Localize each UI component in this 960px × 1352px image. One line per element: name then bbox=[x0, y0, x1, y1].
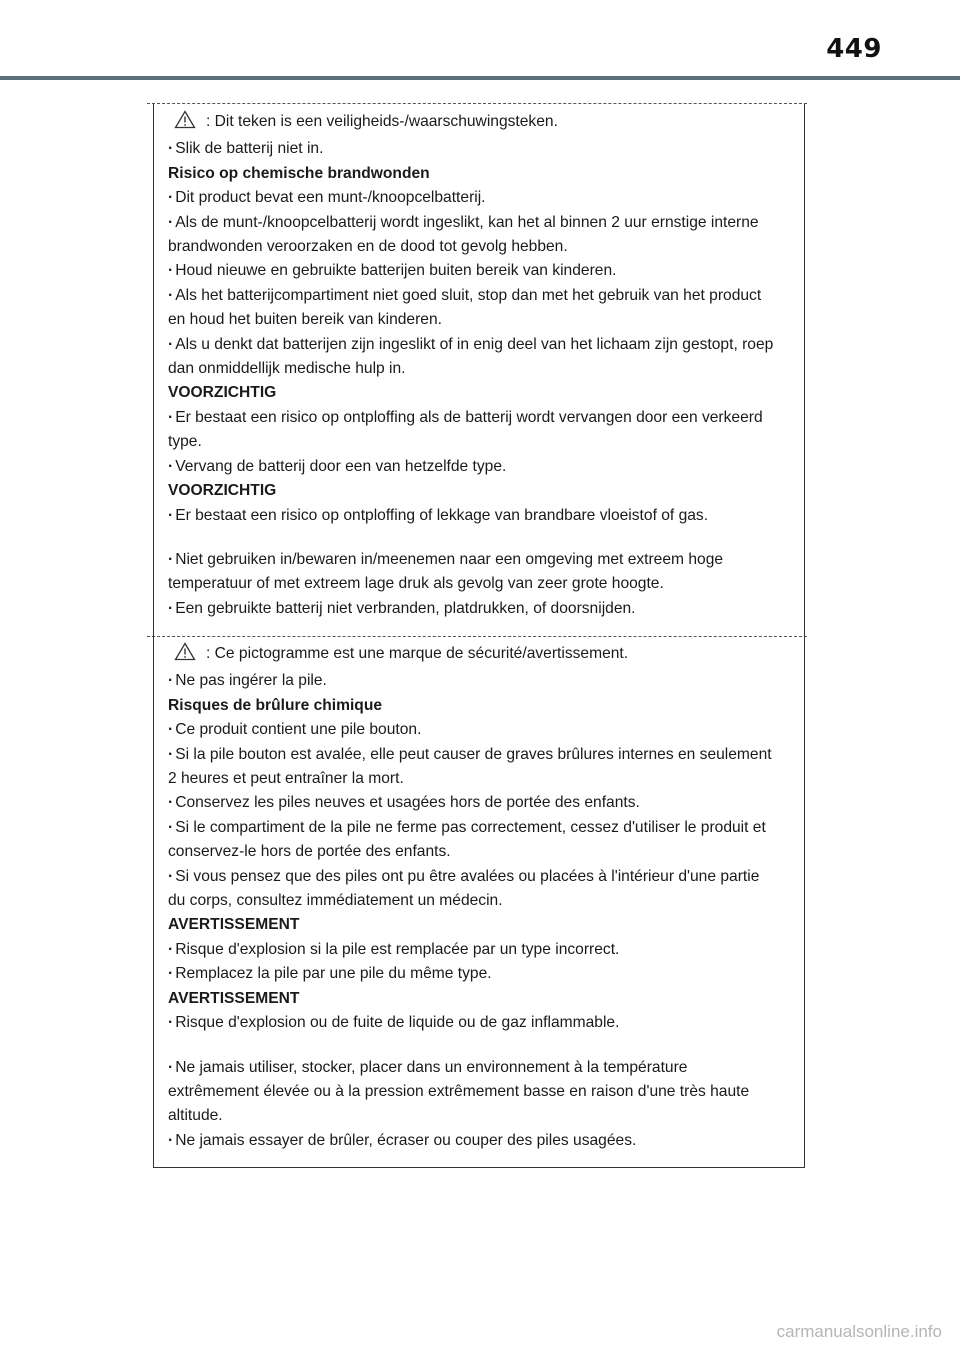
dutch-content bbox=[168, 110, 780, 621]
section-heading: AVERTISSEMENT bbox=[168, 916, 300, 934]
french-warning-sign-line bbox=[168, 642, 780, 669]
page-number: 449 bbox=[826, 34, 882, 64]
section-heading: AVERTISSEMENT bbox=[168, 989, 300, 1007]
bullet-item: · Conservez les piles neuves et usagées hors de portée des enfants. bbox=[168, 791, 780, 815]
french-warning-box bbox=[153, 636, 805, 1168]
bullet-item: · Ne jamais essayer de brûler, écraser ou couper des piles usagées. bbox=[168, 1129, 780, 1153]
bullet-item: · Risque d'explosion ou de fuite de liquide ou de gaz inflammable. bbox=[168, 1011, 780, 1035]
bullet-item: · Ce produit contient une pile bouton. bbox=[168, 718, 780, 742]
bullet-item: · Niet gebruiken in/bewaren in/meenemen naar een omgeving met extreem hoge temperatuur of met extreem lage druk als gevolg van zeer grote hoogte. bbox=[168, 548, 780, 597]
bullet-item: · Remplacez la pile par une pile du même type. bbox=[168, 962, 780, 986]
watermark-footer: carmanualsonline.info bbox=[776, 1322, 942, 1341]
bullet-item: · Als het batterijcompartiment niet goed sluit, stop dan met het gebruik van het product en houd het buiten bereik van kinderen. bbox=[168, 284, 780, 333]
bullet-item: · Houd nieuwe en gebruikte batterijen buiten bereik van kinderen. bbox=[168, 259, 780, 283]
dutch-warning-box bbox=[153, 104, 805, 636]
bullet-item: · Ne pas ingérer la pile. bbox=[168, 669, 780, 693]
bullet-item: · Vervang de batterij door een van hetzelfde type. bbox=[168, 455, 780, 479]
spacer bbox=[168, 528, 780, 548]
bullet-item: · Een gebruikte batterij niet verbranden, platdrukken, of doorsnijden. bbox=[168, 597, 780, 621]
french-content bbox=[168, 642, 780, 1153]
spacer bbox=[168, 1036, 780, 1056]
french-warning-sign-text: : Ce pictogramme est une marque de sécurité/avertissement. bbox=[206, 645, 629, 662]
warning-triangle-icon bbox=[174, 642, 196, 669]
bullet-item: · Si le compartiment de la pile ne ferme pas correctement, cessez d'utiliser le produit et conservez-le hors de portée des enfants. bbox=[168, 816, 780, 865]
dutch-warning-sign-line bbox=[168, 110, 780, 137]
dutch-warning-sign-text: : Dit teken is een veiligheids-/waarschuwingsteken. bbox=[206, 113, 558, 130]
bullet-item: · Als u denkt dat batterijen zijn ingeslikt of in enig deel van het lichaam zijn gestopt, roep dan onmiddellijk medische hulp in. bbox=[168, 333, 780, 382]
bullet-item: · Si vous pensez que des piles ont pu être avalées ou placées à l'intérieur d'une partie du corps, consultez immédiatement un médecin. bbox=[168, 865, 780, 914]
french-lines bbox=[168, 669, 780, 1153]
section-heading: Risico op chemische brandwonden bbox=[168, 164, 430, 182]
bullet-item: · Si la pile bouton est avalée, elle peut causer de graves brûlures internes en seulement 2 heures et peut entraîner la mort. bbox=[168, 743, 780, 792]
bullet-item: · Dit product bevat een munt-/knoopcelbatterij. bbox=[168, 186, 780, 210]
bullet-item: · Er bestaat een risico op ontploffing of lekkage van brandbare vloeistof of gas. bbox=[168, 504, 780, 528]
section-heading: VOORZICHTIG bbox=[168, 384, 277, 402]
bullet-item: · Slik de batterij niet in. bbox=[168, 137, 780, 161]
bullet-item: · Er bestaat een risico op ontploffing als de batterij wordt vervangen door een verkeerd type. bbox=[168, 406, 780, 455]
bullet-item: · Risque d'explosion si la pile est remplacée par un type incorrect. bbox=[168, 938, 780, 962]
header-rule bbox=[0, 76, 960, 80]
section-heading: VOORZICHTIG bbox=[168, 482, 277, 500]
bullet-item: · Ne jamais utiliser, stocker, placer dans un environnement à la température extrêmement élevée ou à la pression extrêmement basse en raison d'une très haute altitude. bbox=[168, 1056, 780, 1129]
dutch-lines bbox=[168, 137, 780, 621]
bullet-item: · Als de munt-/knoopcelbatterij wordt ingeslikt, kan het al binnen 2 uur ernstige interne brandwonden veroorzaken en de dood tot gevolg hebben. bbox=[168, 211, 780, 260]
warning-triangle-icon bbox=[174, 110, 196, 137]
section-heading: Risques de brûlure chimique bbox=[168, 696, 383, 714]
